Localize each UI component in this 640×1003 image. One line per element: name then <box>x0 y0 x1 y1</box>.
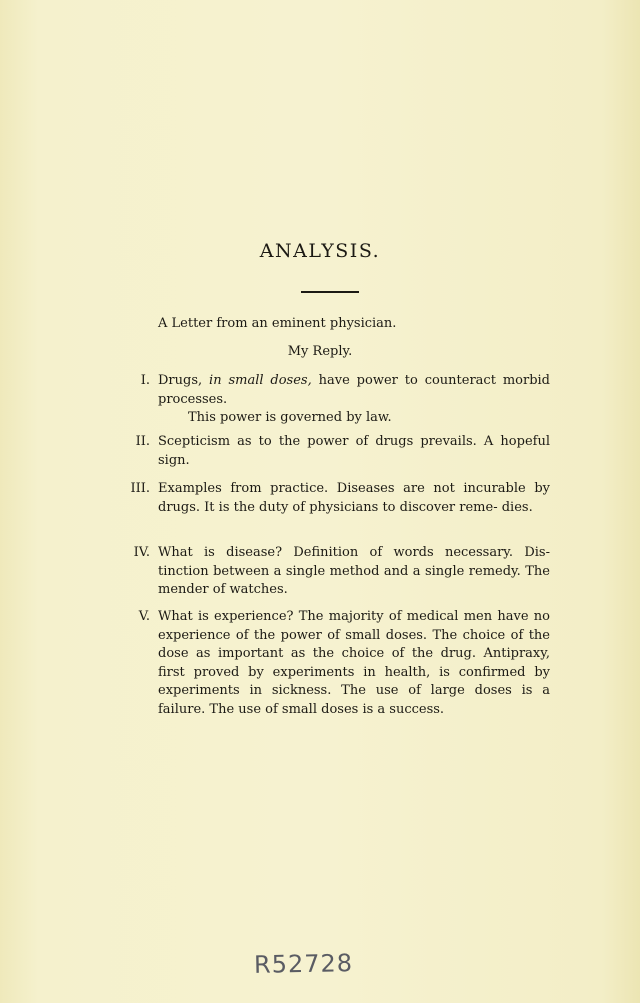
reply-heading: My Reply. <box>287 344 353 359</box>
section-numeral: I. <box>140 373 150 388</box>
section-text <box>158 544 550 600</box>
intro-line: A Letter from an eminent physician. <box>158 316 397 331</box>
page-title: ANALYSIS. <box>259 240 381 262</box>
section-text <box>158 608 550 720</box>
section-text <box>158 433 550 470</box>
title-rule <box>301 291 359 293</box>
section-numeral: IV. <box>133 545 150 560</box>
section-subline: This power is governed by law. <box>188 410 392 426</box>
section-text <box>158 372 550 428</box>
section-numeral: V. <box>138 609 150 624</box>
section-text-part: have power to counteract morbid processes. <box>158 373 550 407</box>
section-paragraph: Examples from practice. Diseases are not incurable by drugs. It is the duty of physicians to discover reme- dies. <box>158 481 550 515</box>
library-stamp: R52728 <box>253 949 354 979</box>
section-numeral: II. <box>135 434 150 449</box>
section-text-part: Drugs, <box>158 373 210 388</box>
section-emphasis: in small doses, <box>209 373 312 388</box>
section-text <box>158 480 550 517</box>
section-paragraph: What is experience? The majority of medical men have no experience of the power of small doses. The choice of the dose as important as the choice of the drug. Antipraxy, first proved by experiments in health, is confirmed by experiments in sickness. The use of large doses is a failure. The use of small doses is a success. <box>158 609 550 717</box>
section-paragraph: Scepticism as to the power of drugs prevails. A hopeful sign. <box>158 434 550 468</box>
section-paragraph: What is disease? Definition of words necessary. Dis- tinction between a single method and a single remedy. The mender of watches. <box>158 545 550 598</box>
section-numeral: III. <box>130 481 150 496</box>
